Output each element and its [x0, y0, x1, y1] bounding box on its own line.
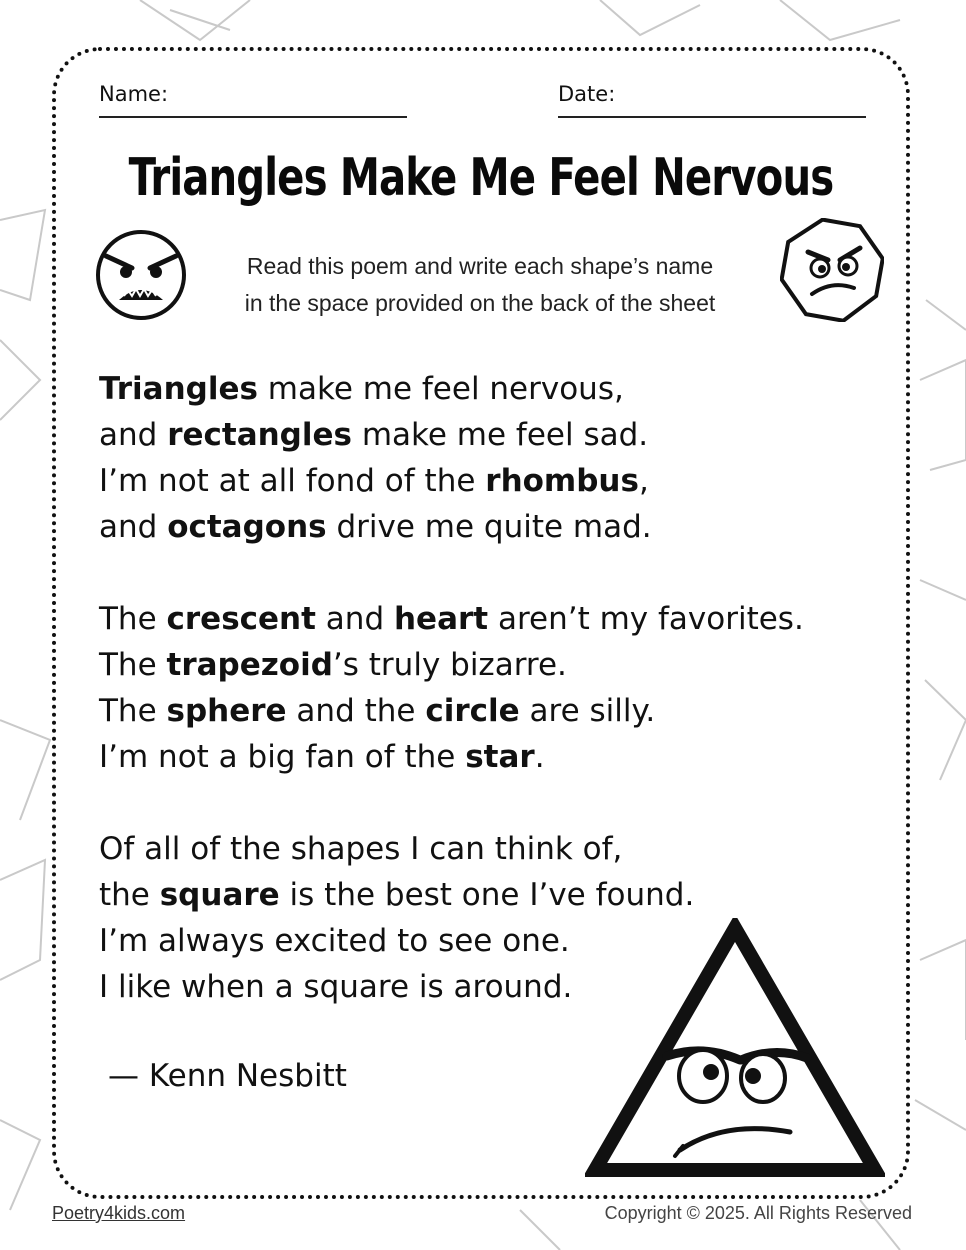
name-label: Name: [99, 82, 169, 106]
poem-line [99, 688, 804, 734]
poem-line [99, 596, 804, 642]
poem-author: — Kenn Nesbitt [108, 1058, 347, 1094]
poem-text: I’m always excited to see one. [99, 923, 570, 959]
shape-word: trapezoid [166, 647, 333, 683]
site-link[interactable]: Poetry4kids.com [52, 1203, 186, 1223]
poem-text: Of all of the shapes I can think of, [99, 831, 623, 867]
poem-line [99, 872, 804, 918]
instructions-line-2: in the space provided on the back of the sheet [244, 290, 716, 316]
date-label: Date: [558, 82, 616, 106]
shape-word: Triangles [99, 371, 258, 407]
shape-word: rectangles [167, 417, 352, 453]
poem-text: and [315, 601, 394, 637]
poem-text: are silly. [519, 693, 656, 729]
poem-line [99, 366, 804, 412]
poem-text: is the best one I’ve found. [279, 877, 695, 913]
date-field [558, 82, 615, 106]
poem-text: The [99, 647, 167, 683]
poem-text: the [99, 877, 160, 913]
poem-text: and the [286, 693, 426, 729]
copyright-text: Copyright © 2025. All Rights Reserved [604, 1203, 912, 1223]
stanza-gap [99, 780, 804, 826]
shape-word: crescent [166, 601, 316, 637]
poem-text: I’m not at all fond of the [99, 463, 486, 499]
poem-line [99, 412, 804, 458]
poem-text: drive me quite mad. [326, 509, 652, 545]
date-input-line[interactable] [558, 116, 866, 118]
poem-line [99, 826, 804, 872]
instructions [190, 248, 770, 322]
poem-text: and [99, 417, 168, 453]
poem-text: The [99, 693, 167, 729]
shape-word: octagons [167, 509, 327, 545]
stanza-gap [99, 550, 804, 596]
poem-line [99, 458, 804, 504]
poem-line [99, 504, 804, 550]
poem-body [99, 366, 804, 1010]
poem-text: I like when a square is around. [99, 969, 573, 1005]
poem-line [99, 642, 804, 688]
poem-line [99, 734, 804, 780]
name-field [99, 82, 168, 106]
poem-text: make me feel sad. [351, 417, 649, 453]
poem-text: ’s truly bizarre. [332, 647, 567, 683]
poem-text: , [638, 463, 649, 499]
name-input-line[interactable] [99, 116, 407, 118]
shape-word: square [159, 877, 280, 913]
angry-circle-face-icon [94, 228, 188, 322]
poem-text: . [534, 739, 545, 775]
grumpy-triangle-icon [585, 918, 885, 1180]
poem-text: make me feel nervous, [257, 371, 624, 407]
shape-word: rhombus [485, 463, 639, 499]
page-title: Triangles Make Me Feel Nervous [128, 148, 834, 208]
poem-text: I’m not a big fan of the [99, 739, 466, 775]
shape-word: sphere [166, 693, 287, 729]
shape-word: heart [393, 601, 489, 637]
poem-text: aren’t my favorites. [488, 601, 804, 637]
shape-word: circle [425, 693, 520, 729]
poem-text: The [99, 601, 167, 637]
instructions-line-1: Read this poem and write each shape’s name [246, 253, 714, 279]
shape-word: star [465, 739, 535, 775]
angry-octagon-face-icon [780, 218, 884, 322]
poem-text: and [99, 509, 168, 545]
